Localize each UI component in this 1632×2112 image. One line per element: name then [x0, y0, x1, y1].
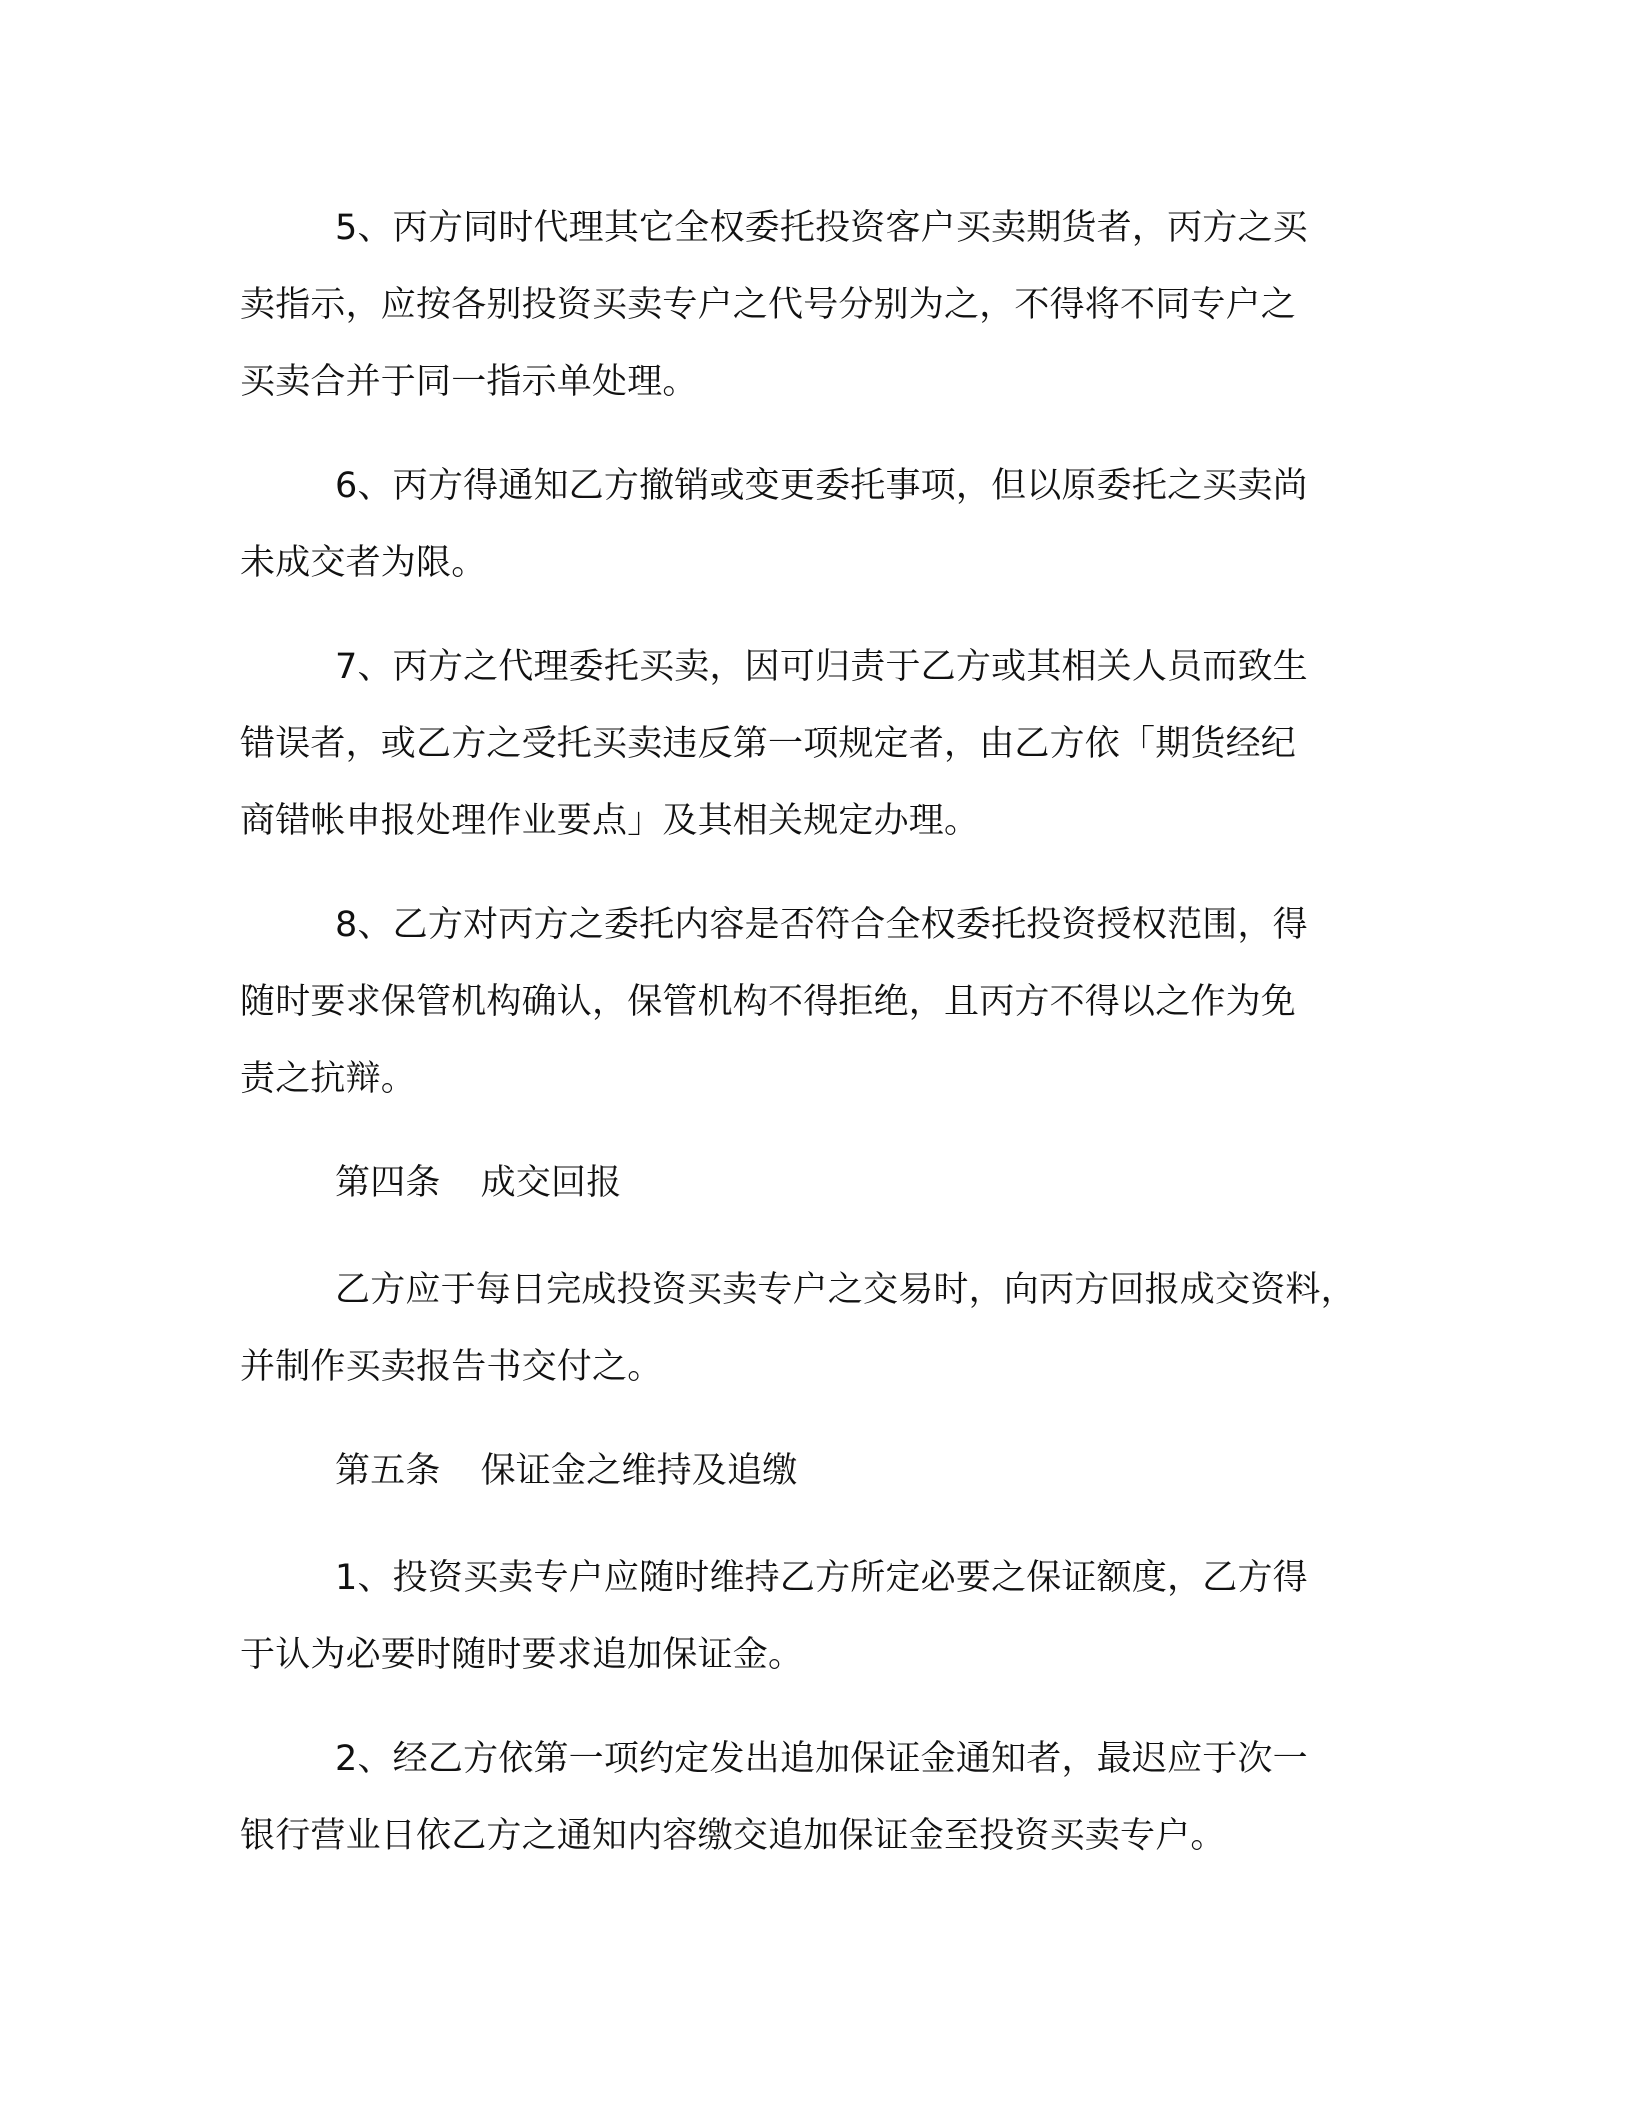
text-line: 7、丙方之代理委托买卖，因可归责于乙方或其相关人员而致生: [335, 647, 1308, 687]
clause-item-5: [240, 190, 1400, 421]
text-line: 未成交者为限。: [240, 543, 487, 583]
text-line: 卖指示，应按各别投资买卖专户之代号分别为之，不得将不同专户之: [240, 285, 1297, 325]
text-line: 1、投资买卖专户应随时维持乙方所定必要之保证额度，乙方得: [335, 1558, 1308, 1598]
text-line: 错误者，或乙方之受托买卖违反第一项规定者，由乙方依「期货经纪: [240, 724, 1297, 764]
article-5-heading: [240, 1433, 1400, 1510]
article-4-heading: [240, 1145, 1400, 1222]
text-line: 乙方应于每日完成投资买卖专户之交易时，向丙方回报成交资料，: [335, 1270, 1356, 1310]
clause-item-8: [240, 887, 1400, 1118]
article-number: 第四条: [335, 1163, 441, 1203]
clause-item-6: [240, 448, 1400, 602]
text-line: 并制作买卖报告书交付之。: [240, 1347, 663, 1387]
text-line: 2、经乙方依第一项约定发出追加保证金通知者，最迟应于次一: [335, 1739, 1308, 1779]
document-body: [240, 190, 1400, 1902]
article-title: 保证金之维持及追缴: [480, 1451, 798, 1491]
text-line: 8、乙方对丙方之委托内容是否符合全权委托投资授权范围，得: [335, 905, 1308, 945]
article-5-item-1: [240, 1540, 1400, 1694]
article-4-body: [240, 1252, 1400, 1406]
article-title: 成交回报: [480, 1163, 622, 1203]
text-line: 责之抗辩。: [240, 1059, 417, 1099]
text-line: 银行营业日依乙方之通知内容缴交追加保证金至投资买卖专户。: [240, 1816, 1226, 1856]
article-number: 第五条: [335, 1451, 441, 1491]
text-line: 6、丙方得通知乙方撤销或变更委托事项，但以原委托之买卖尚: [335, 466, 1308, 506]
text-line: 于认为必要时随时要求追加保证金。: [240, 1635, 804, 1675]
text-line: 5、丙方同时代理其它全权委托投资客户买卖期货者，丙方之买: [335, 208, 1308, 248]
text-line: 商错帐申报处理作业要点」及其相关规定办理。: [240, 801, 980, 841]
text-line: 买卖合并于同一指示单处理。: [240, 362, 698, 402]
article-5-item-2: [240, 1721, 1400, 1875]
clause-item-7: [240, 629, 1400, 860]
text-line: 随时要求保管机构确认，保管机构不得拒绝，且丙方不得以之作为免: [240, 982, 1297, 1022]
